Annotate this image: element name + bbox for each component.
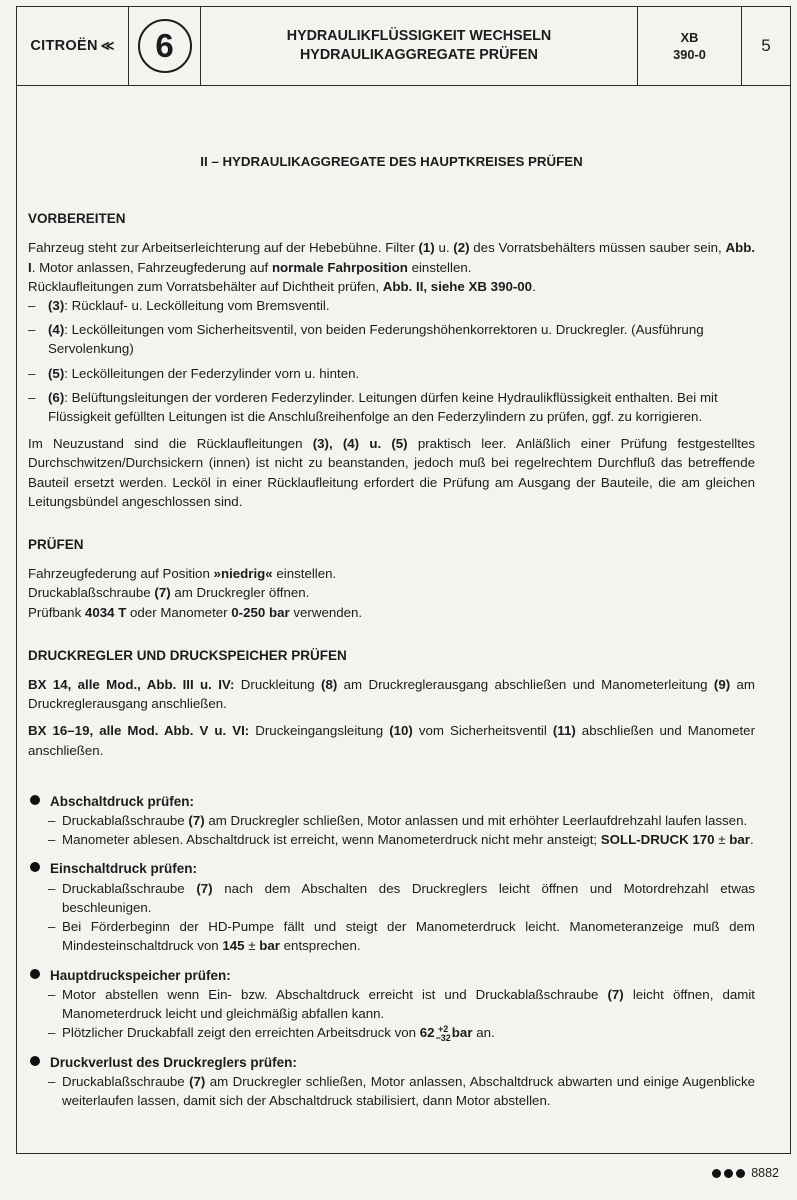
brand-logo	[17, 7, 129, 85]
page-number: 5	[761, 36, 771, 55]
code-line-1: XB	[680, 30, 699, 45]
sub-item: – Druckablaßschraube (7) am Druckregler schließen, Motor anlassen, Abschaltdruck abwarten und einige Augenblicke weiterlaufen lassen, damit sich der Abschaltdruck stabilisiert, dann Motor abstellen.	[48, 1073, 755, 1108]
list-item: – (3): Rücklauf- u. Leckölleitung vom Bremsventil.	[28, 298, 330, 314]
main-content	[28, 152, 755, 1110]
heading-pruefen: PRÜFEN	[28, 537, 84, 553]
footer	[712, 1166, 779, 1180]
list-item: – (4): Leckölleitungen vom Sicherheitsventil, von beiden Federungshöhenkorrektoren u. Druckregler. (Ausführung Servolenkung)	[28, 322, 704, 357]
brand-name: CITROËN	[30, 38, 98, 54]
bullet-icon	[30, 1056, 40, 1066]
sub-item: – Bei Förderbeginn der HD-Pumpe fällt und steigt der Manometerdruck leicht. Manometeranzeige muß dem Mindesteinschaltdruck von 145 ± bar entsprechen.	[48, 919, 755, 954]
sub-item: – Druckablaßschraube (7) am Druckregler schließen, Motor anlassen und mit erhöhter Leerlaufdrehzahl laufen lassen.	[48, 813, 748, 829]
chapter-number: 6	[138, 19, 192, 73]
title-line-1: HYDRAULIKFLÜSSIGKEIT WECHSELN	[286, 28, 552, 44]
footer-dot-icon	[724, 1169, 733, 1178]
code-line-2: 390-0	[673, 47, 706, 62]
header	[17, 7, 790, 86]
bullet-druckverlust: Druckverlust des Druckreglers prüfen:	[28, 1053, 755, 1072]
paragraph-vorbereiten-1: Fahrzeug steht zur Arbeitserleichterung auf der Hebebühne. Filter (1) u. (2) des Vorratsbehälters müssen sauber sein, Abb. I. Motor anlassen, Fahrzeugfederung auf normale Fahrposition einstellen.	[28, 240, 756, 275]
sub-item: – Druckablaßschraube (7) nach dem Abschalten des Druckreglers leicht öffnen und Motordrehzahl etwas beschleunigen.	[48, 880, 755, 915]
document-number: 8882	[751, 1166, 779, 1180]
paragraph-vorbereiten-3: Im Neuzustand sind die Rücklaufleitungen (3), (4) u. (5) praktisch leer. Anläßlich einer Prüfung festgestelltes Durchschwitzen/Durchsickern (innen) ist nicht zu beanstanden, jedoch muß bei regelrechtem Durchfluß das betreffende Bauteil ersetzt werden. Lecköl in einer Rücklaufleitung erfordert die Prüfung am Ausgang der Bauteile, die am gleichen Leitungsbündel angeschlossen sind.	[28, 436, 755, 509]
doc-code	[638, 7, 742, 85]
paragraph-bx16: BX 16–19, alle Mod. Abb. V u. VI: Druckeingangsleitung (10) vom Sicherheitsventil (11) abschließen und Manometer anschließen.	[28, 723, 755, 758]
sub-item: – Motor abstellen wenn Ein- bzw. Abschaltdruck erreicht ist und Druckablaßschraube (7) leicht öffnen, damit Manometerdruck leicht und gleichmäßig abfallen kann.	[48, 986, 755, 1021]
pruefen-line-2: Druckablaßschraube (7) am Druckregler öffnen.	[28, 585, 310, 601]
bullet-icon	[30, 862, 40, 872]
chevron-logo-icon: ≪	[100, 38, 115, 53]
sub-item: – Plötzlicher Druckabfall zeigt den erreichten Arbeitsdruck von 62 +2 −32 bar an.	[48, 1023, 495, 1043]
section-title: II – HYDRAULIKAGGREGATE DES HAUPTKREISES PRÜFEN	[200, 154, 583, 169]
bullet-hauptdruckspeicher: Hauptdruckspeicher prüfen:	[28, 966, 755, 985]
paragraph-vorbereiten-2: Rücklaufleitungen zum Vorratsbehälter auf Dichtheit prüfen, Abb. II, siehe XB 390-00.	[28, 278, 536, 294]
chapter-cell	[129, 7, 201, 85]
bullet-icon	[30, 795, 40, 805]
title-line-2: HYDRAULIKAGGREGATE PRÜFEN	[299, 47, 539, 63]
bullet-abschaltdruck: Abschaltdruck prüfen:	[28, 792, 755, 811]
header-title	[201, 7, 638, 85]
heading-druckregler: DRUCKREGLER UND DRUCKSPEICHER PRÜFEN	[28, 647, 347, 663]
list-item: – (5): Leckölleitungen der Federzylinder vorn u. hinten.	[28, 365, 360, 381]
bullet-einschaltdruck: Einschaltdruck prüfen:	[28, 859, 755, 878]
tolerance-fraction: +2 −32	[435, 1023, 451, 1043]
footer-dot-icon	[736, 1169, 745, 1178]
heading-vorbereiten: VORBEREITEN	[28, 211, 126, 227]
footer-dot-icon	[712, 1169, 721, 1178]
bullet-icon	[30, 969, 40, 979]
list-item: – (6): Belüftungsleitungen der vorderen Federzylinder. Leitungen dürfen keine Hydraulikflüssigkeit enthalten. Bei mit Flüssigkeit gefüllten Leitungen ist die Anschlußreihenfolge an den Federzylindern zu prüfen, ggf. zu korrigieren.	[28, 389, 718, 425]
pruefen-line-3: Prüfbank 4034 T oder Manometer 0-250 bar verwenden.	[28, 604, 363, 620]
paragraph-bx14: BX 14, alle Mod., Abb. III u. IV: Druckleitung (8) am Druckreglerausgang abschließen und Manometerleitung (9) am Druckreglerausgang anschließen.	[28, 677, 755, 712]
pruefen-line-1: Fahrzeugfederung auf Position »niedrig« einstellen.	[28, 566, 337, 582]
sub-item: – Manometer ablesen. Abschaltdruck ist erreicht, wenn Manometerdruck nicht mehr ansteigt; SOLL-DRUCK 170 ± bar.	[48, 832, 754, 848]
